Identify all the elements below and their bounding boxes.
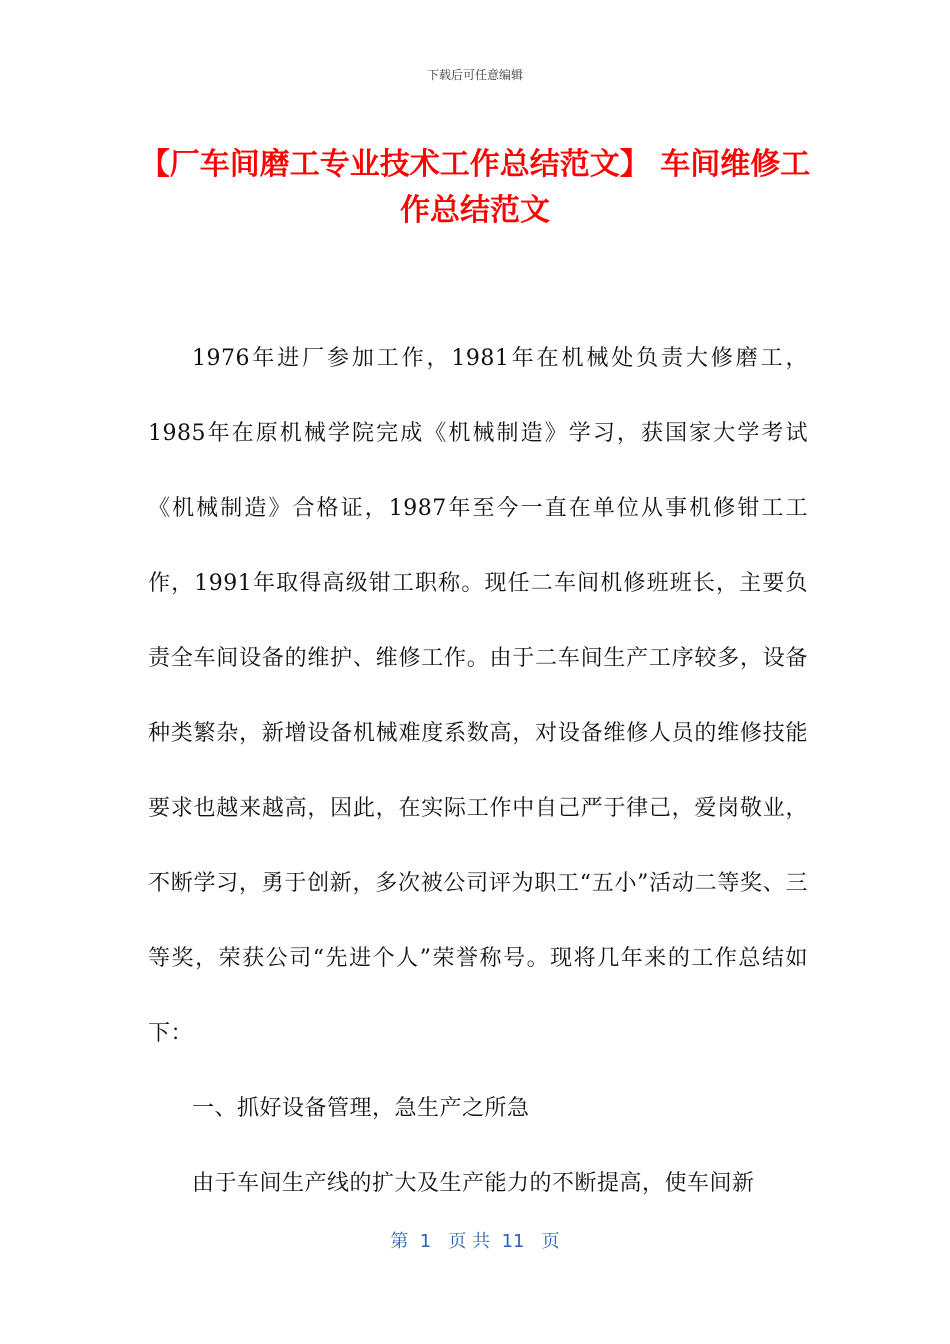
body-paragraph-section-1: 由于车间生产线的扩大及生产能力的不断提高，使车间新	[192, 1171, 755, 1196]
section-heading: 一、抓好设备管理，急生产之所急	[192, 1096, 530, 1121]
download-note: 下载后可任意编辑	[426, 68, 523, 82]
page-number-footer: 第 1 页 共 11 页	[390, 1231, 560, 1252]
document-title: 【厂车间磨工专业技术工作总结范文】 车间维修工作总结范文	[139, 147, 811, 228]
document-body	[148, 321, 808, 1221]
body-paragraph-intro: 1976年进厂参加工作，1981年在机械处负责大修磨工，1985年在原机械学院完成《机械制造》学习，获国家大学考试《机械制造》合格证，1987年至今一直在单位从事机修钳工工作，1991年取得高级钳工职称。现任二车间机修班班长，主要负责全车间设备的维护、维修工作。由于二车间生产工序较多，设备种类繁杂，新增设备机械难度系数高，对设备维修人员的维修技能要求也越来越高，因此，在实际工作中自己严于律己，爱岗敬业，不断学习，勇于创新，多次被公司评为职工“五小”活动二等奖、三等奖，荣获公司“先进个人”荣誉称号。现将几年来的工作总结如下：	[148, 346, 808, 1046]
